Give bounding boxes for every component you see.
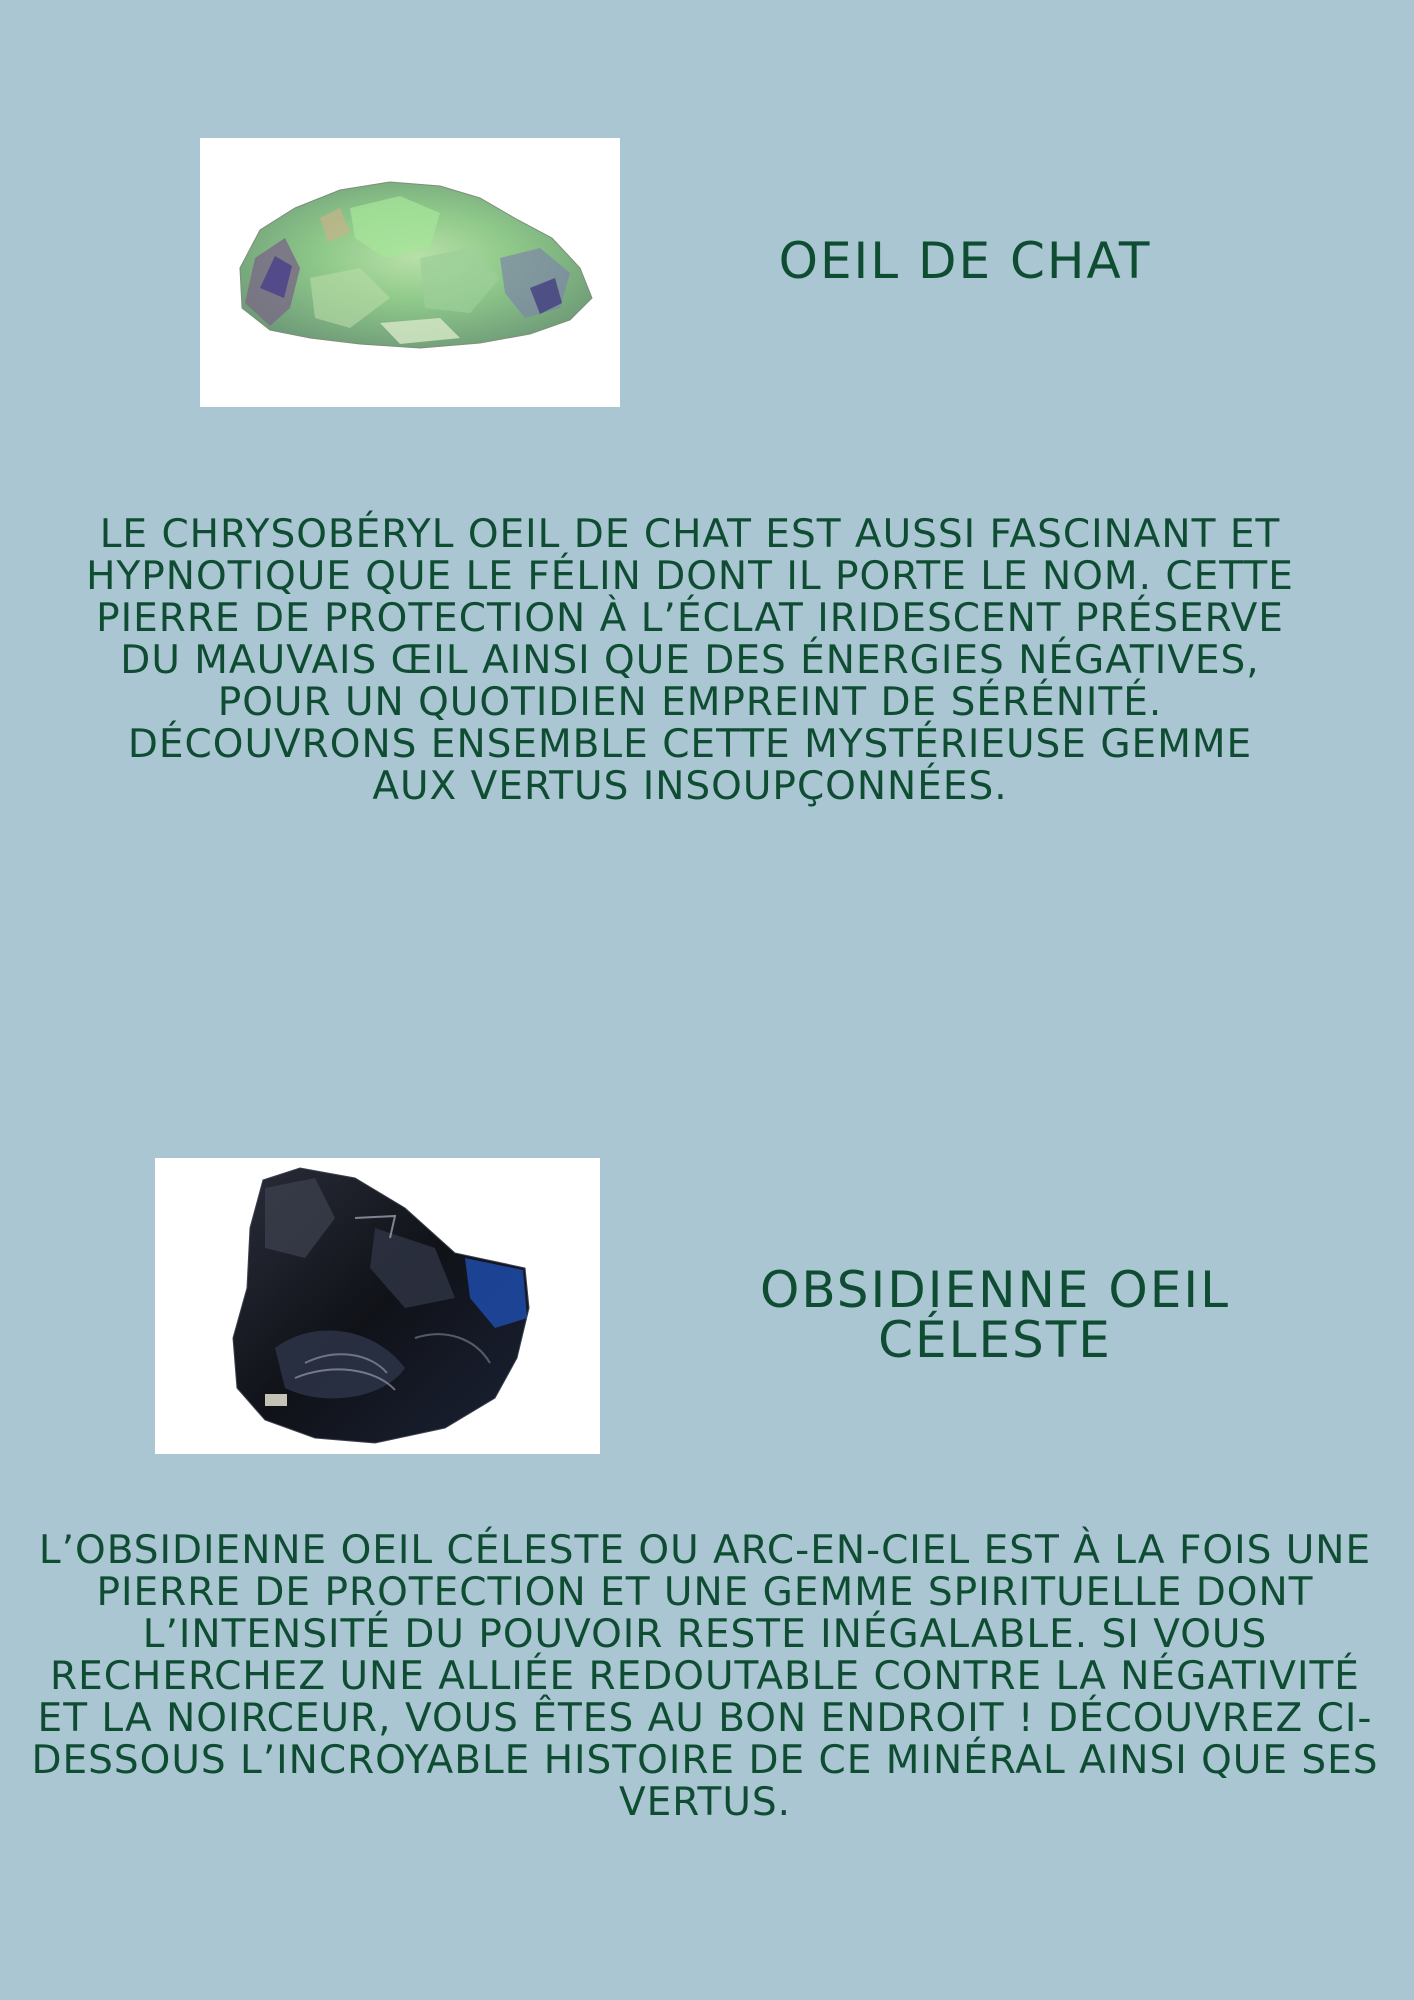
obsidian-stone-illustration (155, 1158, 600, 1454)
cat-eye-title: OEIL DE CHAT (778, 232, 1152, 290)
obsidian-title: OBSIDIENNE OEIL CÉLESTE (760, 1261, 1230, 1369)
cat-eye-stone-image (200, 138, 620, 407)
obsidian-description: L’OBSIDIENNE OEIL CÉLESTE OU ARC-EN-CIEL EST À LA FOIS UNE PIERRE DE PROTECTION ET UNE GEMME SPIRITUELLE DONT L’INTENSITÉ DU POUVOIR RESTE INÉGALABLE. SI VOUS RECHERCHEZ UNE ALLIÉE REDOUTABLE CONTRE LA NÉGATIVITÉ ET LA NOIRCEUR, VOUS ÊTES AU BON ENDROIT ! DÉCOUVREZ CI-DESSOUS L’INCROYABLE HISTOIRE DE CE MINÉRAL AINSI QUE SES VERTUS. (31, 1528, 1379, 1825)
cat-eye-stone-illustration (200, 138, 620, 407)
obsidian-stone-image (155, 1158, 600, 1454)
cat-eye-description: LE CHRYSOBÉRYL OEIL DE CHAT EST AUSSI FASCINANT ET HYPNOTIQUE QUE LE FÉLIN DONT IL PORTE LE NOM. CETTE PIERRE DE PROTECTION À L’ÉCLAT IRIDESCENT PRÉSERVE DU MAUVAIS ŒIL AINSI QUE DES ÉNERGIES NÉGATIVES, POUR UN QUOTIDIEN EMPREINT DE SÉRÉNITÉ. DÉCOUVRONS ENSEMBLE CETTE MYSTÉRIEUSE GEMME AUX VERTUS INSOUPÇONNÉES. (86, 512, 1294, 809)
